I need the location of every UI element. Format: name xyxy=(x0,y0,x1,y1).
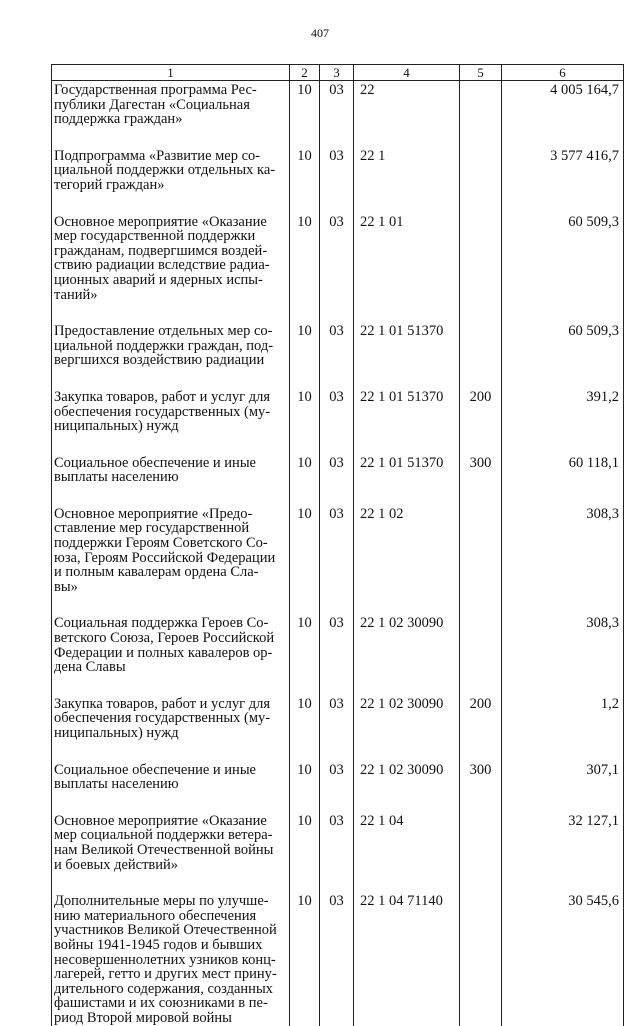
row-subsection xyxy=(320,147,354,213)
table-body xyxy=(52,81,624,1026)
row-subsection xyxy=(320,322,354,388)
row-section xyxy=(290,388,320,454)
row-expense-type-text: 300 xyxy=(469,454,492,471)
row-expense-type xyxy=(460,388,502,454)
row-target-code xyxy=(354,213,460,323)
row-name xyxy=(52,812,290,892)
row-name-text: Социальное обеспечение и иные выплаты населению xyxy=(54,761,256,793)
row-amount xyxy=(502,81,624,147)
row-target-code xyxy=(354,454,460,505)
row-amount xyxy=(502,505,624,615)
row-target-code-text: 22 xyxy=(360,82,375,98)
row-subsection xyxy=(320,454,354,505)
row-subsection xyxy=(320,761,354,812)
row-subsection xyxy=(320,505,354,615)
header-col-6: 6 xyxy=(502,65,624,81)
page-number: 407 xyxy=(311,26,329,40)
row-section xyxy=(290,213,320,323)
row-name-text: Закупка товаров, работ и услуг для обеспечения государственных (му- ниципальных) нужд xyxy=(54,388,271,435)
row-name-text: Закупка товаров, работ и услуг для обеспечения государственных (му- ниципальных) нужд xyxy=(54,695,271,741)
row-subsection-text: 03 xyxy=(329,454,344,471)
row-amount-text: 1,2 xyxy=(600,695,619,712)
row-name-text: Основное мероприятие «Оказание мер социальной поддержки ветера- нам Великой Отечественной войны и боевых действий» xyxy=(54,812,274,873)
row-amount-text: 60 118,1 xyxy=(568,454,619,471)
row-expense-type xyxy=(460,505,502,615)
row-name xyxy=(52,695,290,761)
row-section-text: 10 xyxy=(297,505,312,522)
row-subsection xyxy=(320,892,354,1025)
header-col-5: 5 xyxy=(460,65,502,81)
row-name-text: Основное мероприятие «Оказание мер государственной поддержки гражданам, подвергшимся воздей- ствию радиации вследствие радиа- ционных аварий и ядерных испы- таний» xyxy=(54,213,270,303)
row-target-code xyxy=(354,81,460,147)
row-name xyxy=(52,614,290,694)
row-name-text: Подпрограмма «Развитие мер со- циальной поддержки отдельных ка- тегорий граждан» xyxy=(54,147,276,193)
row-expense-type xyxy=(460,761,502,812)
row-target-code xyxy=(354,761,460,812)
row-section xyxy=(290,614,320,694)
row-target-code-text: 22 1 02 xyxy=(360,505,404,522)
row-amount xyxy=(502,322,624,388)
row-subsection-text: 03 xyxy=(329,615,344,632)
row-name-text: Государственная программа Рес- публики Дагестан «Социальная поддержка граждан» xyxy=(54,82,257,128)
row-target-code xyxy=(354,812,460,892)
row-target-code xyxy=(354,614,460,694)
row-section xyxy=(290,761,320,812)
row-target-code-text: 22 1 01 51370 xyxy=(360,454,444,471)
row-target-code-text: 22 1 02 30090 xyxy=(360,615,444,632)
row-section-text: 10 xyxy=(297,147,312,164)
row-target-code-text: 22 1 02 30090 xyxy=(360,761,444,778)
row-name-text: Социальное обеспечение и иные выплаты населению xyxy=(54,454,256,486)
row-target-code xyxy=(354,892,460,1025)
row-subsection-text: 03 xyxy=(329,695,344,712)
row-amount xyxy=(502,812,624,892)
row-name xyxy=(52,213,290,323)
row-subsection-text: 03 xyxy=(329,213,344,230)
row-section-text: 10 xyxy=(297,388,312,405)
row-name-text: Предоставление отдельных мер со- циальной поддержки граждан, под- вергшихся воздействию радиации xyxy=(54,323,274,369)
row-subsection xyxy=(320,81,354,147)
row-target-code-text: 22 1 04 71140 xyxy=(360,893,443,910)
row-section-text: 10 xyxy=(297,761,312,778)
table-row xyxy=(52,695,624,761)
header-row xyxy=(52,65,624,81)
row-expense-type xyxy=(460,695,502,761)
row-target-code xyxy=(354,505,460,615)
table-row xyxy=(52,322,624,388)
row-section xyxy=(290,454,320,505)
row-subsection-text: 03 xyxy=(329,505,344,522)
row-subsection-text: 03 xyxy=(329,893,344,910)
table-row xyxy=(52,147,624,213)
row-section-text: 10 xyxy=(297,213,312,230)
row-subsection xyxy=(320,213,354,323)
row-section-text: 10 xyxy=(297,454,312,471)
row-section-text: 10 xyxy=(297,82,312,98)
row-section xyxy=(290,81,320,147)
row-expense-type xyxy=(460,812,502,892)
row-amount xyxy=(502,388,624,454)
table-row xyxy=(52,812,624,892)
row-target-code xyxy=(354,695,460,761)
row-name xyxy=(52,454,290,505)
table-row xyxy=(52,761,624,812)
row-amount-text: 60 509,3 xyxy=(568,323,619,340)
row-section-text: 10 xyxy=(297,695,312,712)
table-row xyxy=(52,213,624,323)
header-col-4: 4 xyxy=(354,65,460,81)
row-expense-type xyxy=(460,81,502,147)
row-subsection-text: 03 xyxy=(329,812,344,829)
row-amount xyxy=(502,695,624,761)
row-amount-text: 60 509,3 xyxy=(568,213,619,230)
row-amount xyxy=(502,147,624,213)
row-expense-type-text: 300 xyxy=(469,761,492,778)
row-target-code-text: 22 1 01 xyxy=(360,213,404,230)
row-target-code-text: 22 1 04 xyxy=(360,812,404,829)
row-subsection-text: 03 xyxy=(329,147,344,164)
row-expense-type-text: 200 xyxy=(469,388,492,405)
row-subsection xyxy=(320,695,354,761)
row-amount-text: 4 005 164,7 xyxy=(550,82,619,98)
row-target-code-text: 22 1 xyxy=(360,147,386,164)
row-amount xyxy=(502,761,624,812)
row-name xyxy=(52,322,290,388)
row-subsection-text: 03 xyxy=(329,82,344,98)
row-section-text: 10 xyxy=(297,812,312,829)
row-name-text: Дополнительные меры по улучше- нию материального обеспечения участников Великой Отечественной войны 1941-1945 годов и бывших несовершеннолетних узников конц- лагерей, гетто и других мест прину- дительного содержания, созданных фашистами и их союзниками в пе- риод Второй мировой войны xyxy=(54,893,277,1026)
row-amount xyxy=(502,892,624,1025)
row-amount-text: 307,1 xyxy=(586,761,619,778)
row-amount-text: 30 545,6 xyxy=(568,893,619,910)
row-amount-text: 32 127,1 xyxy=(568,812,619,829)
row-section-text: 10 xyxy=(297,893,312,910)
row-amount xyxy=(502,454,624,505)
row-amount-text: 308,3 xyxy=(586,505,619,522)
row-amount-text: 308,3 xyxy=(586,615,619,632)
row-expense-type-text: 200 xyxy=(469,695,492,712)
row-section xyxy=(290,812,320,892)
row-expense-type xyxy=(460,322,502,388)
row-amount-text: 391,2 xyxy=(586,388,619,405)
row-expense-type xyxy=(460,614,502,694)
table-row xyxy=(52,892,624,1025)
row-amount xyxy=(502,213,624,323)
header-col-2: 2 xyxy=(290,65,320,81)
row-section-text: 10 xyxy=(297,323,312,340)
header-col-3: 3 xyxy=(320,65,354,81)
row-section-text: 10 xyxy=(297,615,312,632)
header-col-1: 1 xyxy=(52,65,290,81)
row-section xyxy=(290,322,320,388)
row-section xyxy=(290,147,320,213)
row-name-text: Основное мероприятие «Предо- ставление мер государственной поддержки Героям Советского Со- юза, Героям Российской Федерации и полным кавалерам ордена Сла- вы» xyxy=(54,505,276,595)
table-row xyxy=(52,454,624,505)
row-subsection xyxy=(320,388,354,454)
row-name-text: Социальная поддержка Героев Со- ветского Союза, Героев Российской Федерации и полных кавалеров ор- дена Славы xyxy=(54,615,275,676)
row-expense-type xyxy=(460,454,502,505)
row-target-code-text: 22 1 01 51370 xyxy=(360,323,444,340)
budget-table xyxy=(51,64,624,1026)
row-name xyxy=(52,81,290,147)
row-expense-type xyxy=(460,147,502,213)
row-target-code-text: 22 1 02 30090 xyxy=(360,695,444,712)
table-row xyxy=(52,614,624,694)
row-name xyxy=(52,505,290,615)
row-section xyxy=(290,505,320,615)
row-expense-type xyxy=(460,213,502,323)
row-subsection-text: 03 xyxy=(329,761,344,778)
table-row xyxy=(52,388,624,454)
row-target-code-text: 22 1 01 51370 xyxy=(360,388,444,405)
row-name xyxy=(52,147,290,213)
row-expense-type xyxy=(460,892,502,1025)
row-subsection xyxy=(320,812,354,892)
row-section xyxy=(290,695,320,761)
row-subsection-text: 03 xyxy=(329,323,344,340)
row-section xyxy=(290,892,320,1025)
row-amount xyxy=(502,614,624,694)
row-target-code xyxy=(354,388,460,454)
row-subsection xyxy=(320,614,354,694)
row-subsection-text: 03 xyxy=(329,388,344,405)
row-name xyxy=(52,761,290,812)
table-row xyxy=(52,81,624,147)
table-row xyxy=(52,505,624,615)
row-target-code xyxy=(354,147,460,213)
row-name xyxy=(52,892,290,1025)
row-target-code xyxy=(354,322,460,388)
row-amount-text: 3 577 416,7 xyxy=(550,147,619,164)
row-name xyxy=(52,388,290,454)
